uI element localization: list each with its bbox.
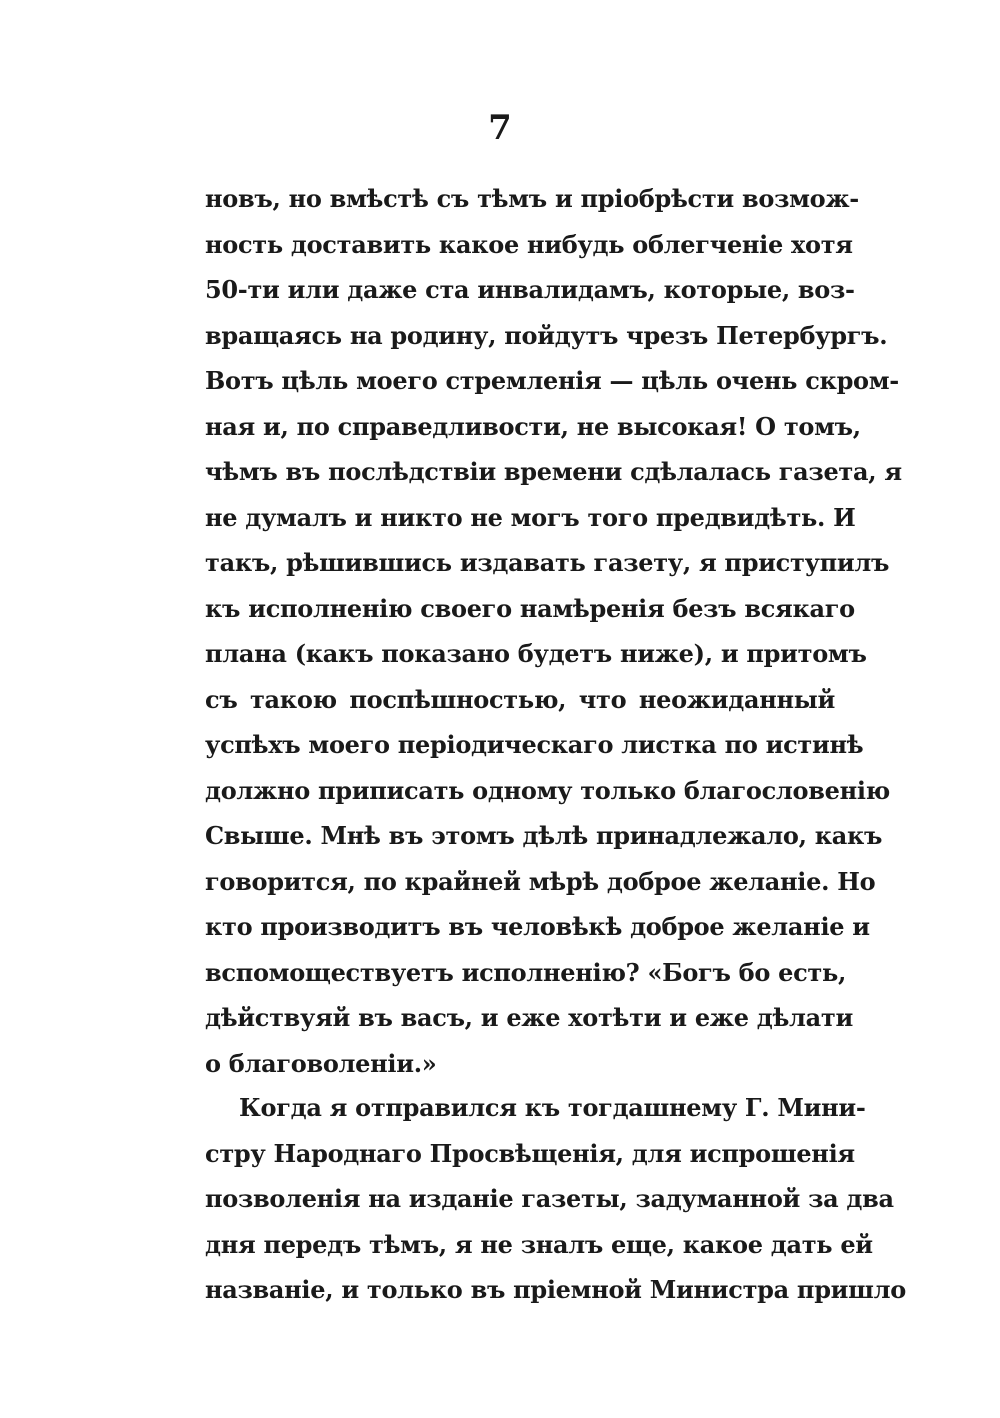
paragraph-1: [205, 176, 902, 1086]
text-line: должно приписать одному только благословенію: [205, 775, 890, 805]
text-line: плана (какъ показано будетъ ниже), и притомъ: [205, 639, 867, 668]
text-line: о благоволеніи.»: [205, 1048, 437, 1078]
text-line: названіе, и только въ пріемной Министра пришло: [205, 1275, 906, 1304]
text-line: вспомоществуетъ исполненію? «Богъ бо есть,: [205, 957, 847, 987]
text-line: вращаясь на родину, пойдутъ чрезъ Петербургъ.: [205, 320, 888, 350]
text-line: говорится, по крайней мѣрѣ доброе желаніе. Но: [205, 866, 876, 896]
text-line: кто производитъ въ человѣкѣ доброе желаніе и: [205, 912, 870, 941]
page-number: 7: [488, 108, 512, 148]
text-line: дѣйствуяй въ васъ, и еже хотѣти и еже дѣлати: [205, 1003, 853, 1032]
text-line: къ исполненію своего намѣренія безъ всякаго: [205, 593, 855, 623]
text-line: дня передъ тѣмъ, я не зналъ еще, какое дать ей: [205, 1229, 873, 1259]
text-line: чѣмъ въ послѣдствіи времени сдѣлалась газета, я: [205, 457, 902, 486]
text-line: съ такою поспѣшностью, что неожиданный: [205, 684, 835, 714]
text-line: такъ, рѣшившись издавать газету, я приступилъ: [205, 548, 890, 577]
text-line: новъ, но вмѣстѣ съ тѣмъ и пріобрѣсти возмож-: [205, 184, 859, 213]
text-line: Свыше. Мнѣ въ этомъ дѣлѣ принадлежало, какъ: [205, 821, 883, 850]
text-line: Вотъ цѣль моего стремленія — цѣль очень скром-: [205, 366, 899, 395]
text-line: успѣхъ моего періодическаго листка по истинѣ: [205, 730, 864, 759]
text-line: позволенія на изданіе газеты, задуманной за два: [205, 1184, 894, 1213]
text-line: стру Народнаго Просвѣщенія, для испрошенія: [205, 1138, 855, 1168]
paragraph-2: [205, 1085, 906, 1313]
text-line: Когда я отправился къ тогдашнему Г. Мини-: [239, 1093, 866, 1122]
text-line: 50-ти или даже ста инвалидамъ, которые, воз-: [205, 275, 855, 304]
text-line: не думалъ и никто не могъ того предвидѣть. И: [205, 502, 856, 532]
text-line: ность доставить какое нибудь облегченіе хотя: [205, 229, 853, 259]
text-line: ная и, по справедливости, не высокая! О томъ,: [205, 411, 861, 441]
